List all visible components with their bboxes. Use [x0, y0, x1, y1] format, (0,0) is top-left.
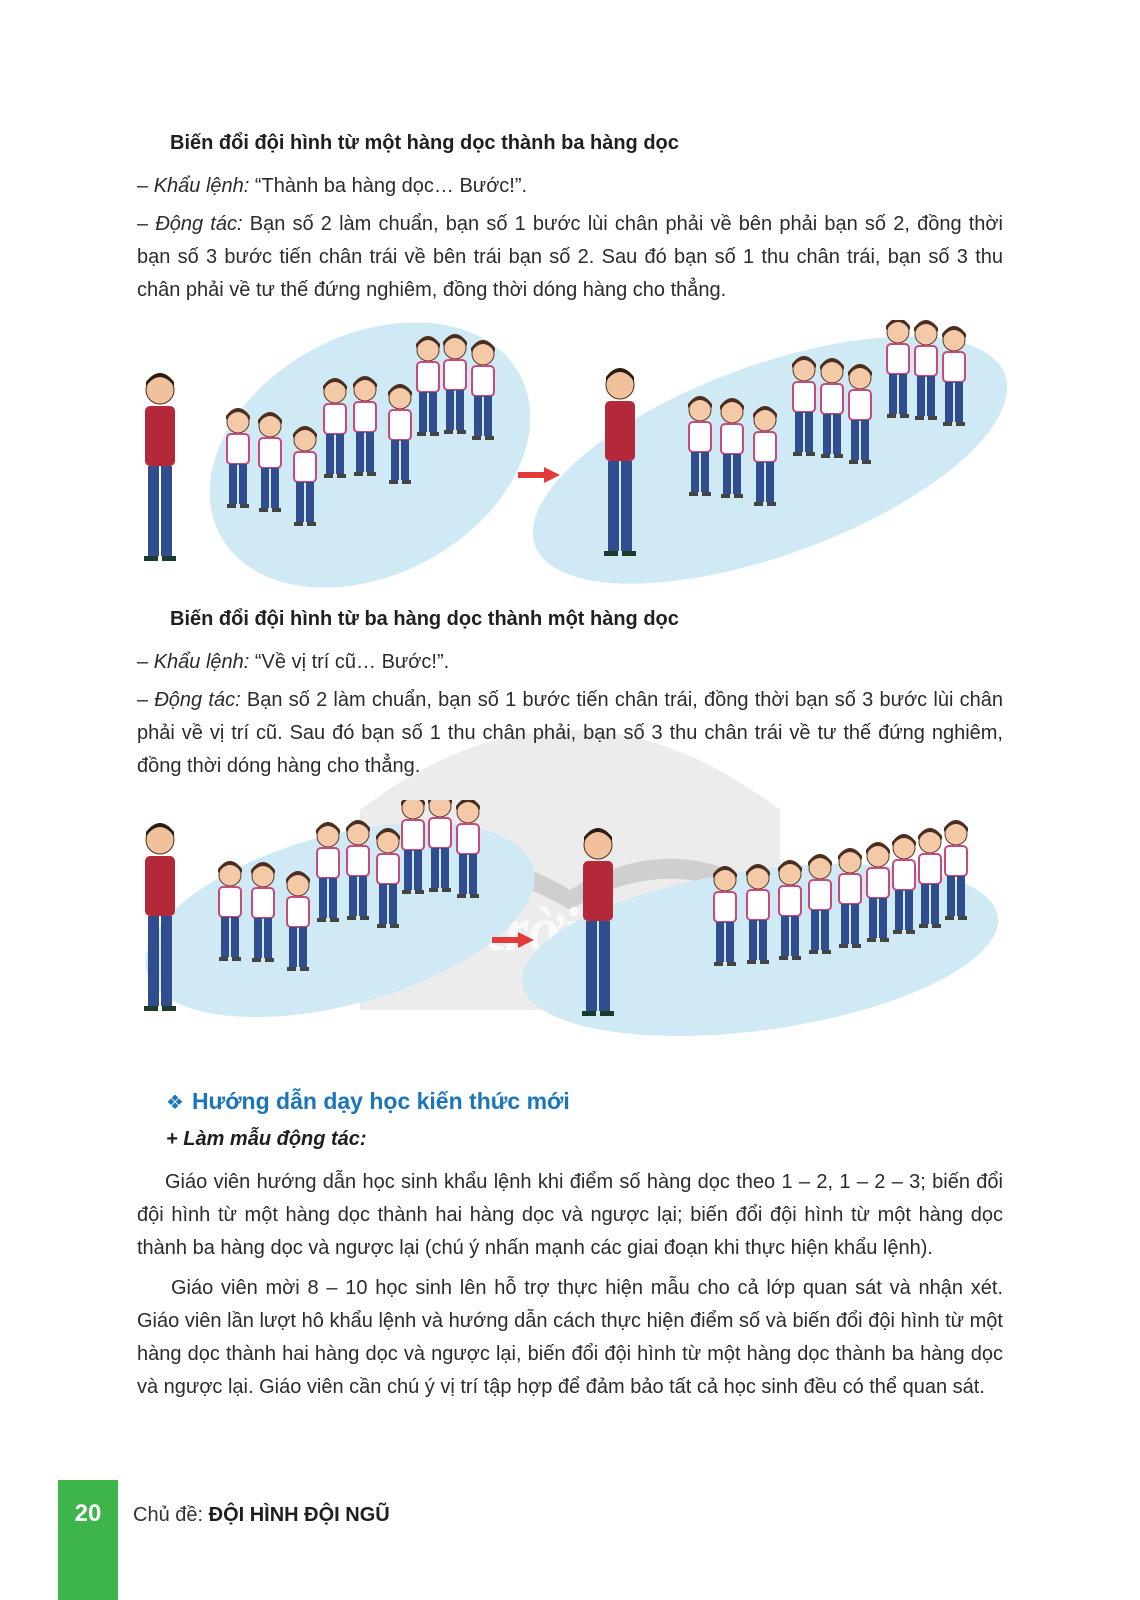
section1-command: – Khẩu lệnh: “Thành ba hàng dọc… Bước!”.	[137, 175, 528, 197]
topic-label: Chủ đề:	[133, 1504, 204, 1526]
page-number: 20	[74, 1500, 102, 1527]
section2-action: – Động tác: Bạn số 2 làm chuẩn, bạn số 1 bước tiến chân trái, đồng thời bạn số 3 bước lùi chân phải về vị trí cũ. Sau đó bạn số 1 thu chân phải, bạn số 3 thu chân trái về tư thế đứng nghiêm, đồng thời dóng hàng cho thẳng.	[137, 689, 1003, 777]
diamond-bullet-icon: ❖	[166, 1092, 184, 1114]
watermark-text: trời	[487, 896, 579, 964]
guide-title	[166, 1088, 570, 1115]
footer-page-tab	[58, 1480, 118, 1600]
footer-topic	[133, 1504, 390, 1527]
action-label: Động tác:	[154, 689, 241, 711]
section2-heading: Biến đổi đội hình từ ba hàng dọc thành một hàng dọc	[170, 608, 679, 630]
guide-title-text: Hướng dẫn dạy học kiến thức mới	[191, 1088, 570, 1114]
formation-illustration-1	[120, 320, 1020, 590]
command-label: Khẩu lệnh:	[153, 175, 250, 197]
guide-paragraph-2: Giáo viên mời 8 – 10 học sinh lên hỗ trợ thực hiện mẫu cho cả lớp quan sát và nhận xét. Giáo viên lần lượt hô khẩu lệnh và hướng dẫn cách thực hiện điểm số và biến đổi đội hình từ một hàng dọc thành hai hàng dọc và ngược lại, biến đổi đội hình từ một hàng dọc thành ba hàng dọc và ngược lại. Giáo viên cần chú ý vị trí tập hợp để đảm bảo tất cả học sinh đều có thể quan sát.	[137, 1277, 1003, 1398]
section2-command: – Khẩu lệnh: “Về vị trí cũ… Bước!”.	[137, 651, 450, 673]
action-text: Bạn số 2 làm chuẩn, bạn số 1 bước lùi chân phải về bên phải bạn số 2, đồng thời bạn số 3 bước tiến chân trái về bên trái bạn số 2. Sau đó bạn số 1 thu chân trái, bạn số 3 thu chân phải về tư thế đứng nghiêm, đồng thời dóng hàng cho thẳng.	[137, 213, 1003, 301]
formation-illustration-2	[120, 800, 1020, 1050]
topic-title: ĐỘI HÌNH ĐỘI NGŨ	[208, 1504, 390, 1526]
action-label: Động tác:	[155, 213, 243, 235]
guide-subtitle: + Làm mẫu động tác:	[166, 1128, 367, 1150]
command-label: Khẩu lệnh:	[153, 651, 250, 673]
guide-paragraph-1: Giáo viên hướng dẫn học sinh khẩu lệnh khi điểm số hàng dọc theo 1 – 2, 1 – 2 – 3; biến đổi đội hình từ một hàng dọc thành hai hàng dọc và ngược lại; biến đổi đội hình từ một hàng dọc thành ba hàng dọc và ngược lại (chú ý nhấn mạnh các giai đoạn khi thực hiện khẩu lệnh).	[137, 1171, 1003, 1259]
command-text: “Về vị trí cũ… Bước!”.	[249, 651, 450, 673]
command-text: “Thành ba hàng dọc… Bước!”.	[249, 175, 528, 197]
section1-heading: Biến đổi đội hình từ một hàng dọc thành ba hàng dọc	[170, 132, 679, 154]
action-text: Bạn số 2 làm chuẩn, bạn số 1 bước tiến chân trái, đồng thời bạn số 3 bước lùi chân phải về vị trí cũ. Sau đó bạn số 1 thu chân phải, bạn số 3 thu chân trái về tư thế đứng nghiêm, đồng thời dóng hàng cho thẳng.	[137, 689, 1003, 777]
section1-action: – Động tác: Bạn số 2 làm chuẩn, bạn số 1 bước lùi chân phải về bên phải bạn số 2, đồng thời bạn số 3 bước tiến chân trái về bên trái bạn số 2. Sau đó bạn số 1 thu chân trái, bạn số 3 thu chân phải về tư thế đứng nghiêm, đồng thời dóng hàng cho thẳng.	[137, 213, 1003, 301]
